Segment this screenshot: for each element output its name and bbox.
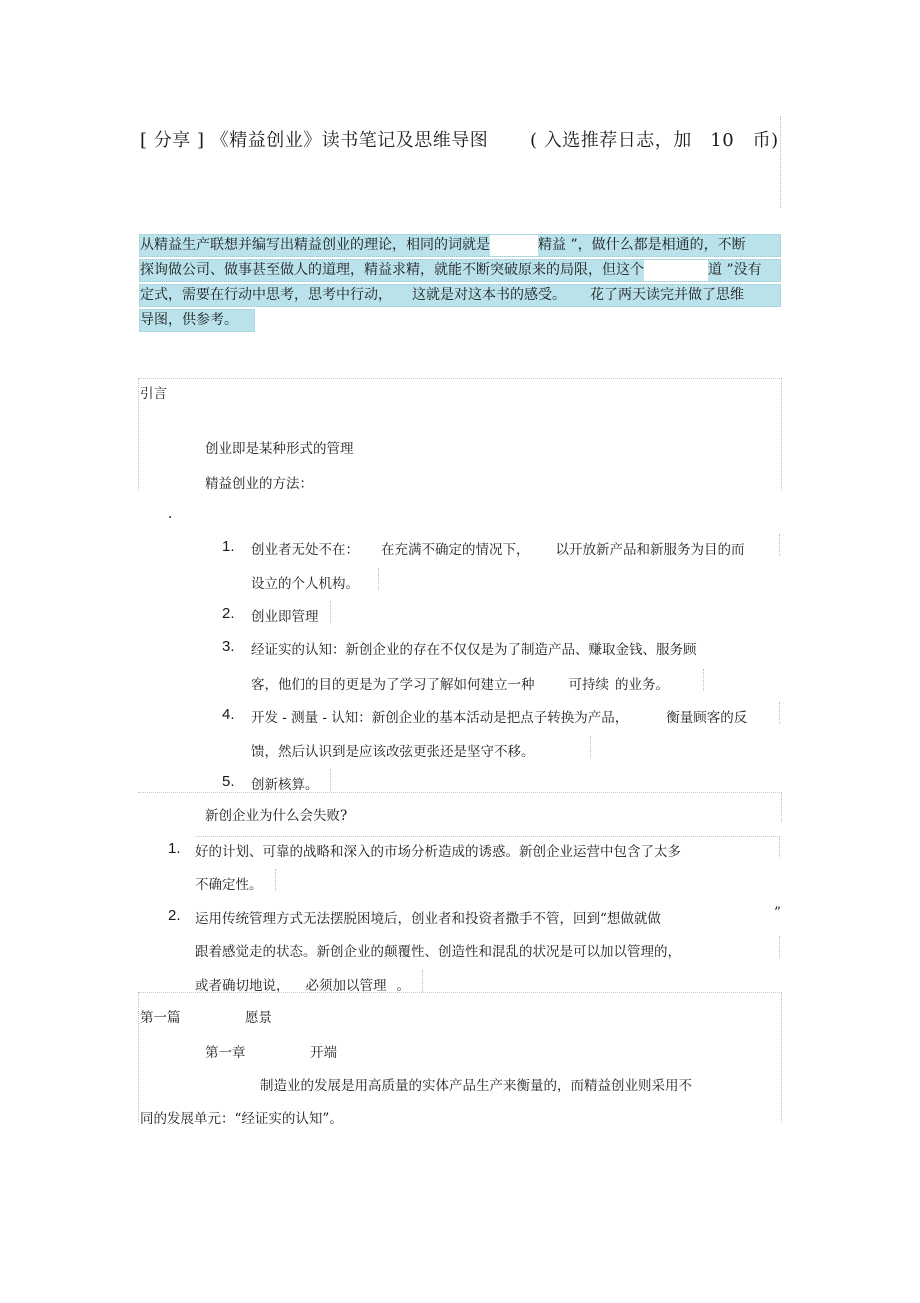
bullet-dot: . <box>168 506 173 522</box>
intro-line-1: 从精益生产联想并编写出精益创业的理论，相同的词就是 精益 ”，做什么都是相通的，不断 <box>139 234 781 257</box>
intro-line-2: 探询做公司、做事甚至做人的道理，精益求精，就能不断突破原来的局限，但这个 道 ”没有 <box>139 259 781 282</box>
failure-box-top <box>138 792 782 793</box>
failure-1-number: 1. <box>168 840 181 857</box>
method-1-cont: 设立的个人机构。 <box>251 576 359 592</box>
method-1-text: 创业者无处不在： 在充满不确定的情况下， 以开放新产品和新服务为目的而 <box>251 542 745 558</box>
method-1-number: 1. <box>222 538 235 555</box>
method-3-cont-edge <box>703 669 704 691</box>
method-5-number: 5. <box>222 773 235 790</box>
method-4-cont: 馈，然后认识到是应该改弦更张还是坚守不移。 <box>251 744 535 760</box>
part1-p2: 同的发展单元：“经证实的认知”。 <box>140 1111 343 1127</box>
preface-p1: 创业即是某种形式的管理 <box>205 441 354 457</box>
failure-1-line2-edge <box>275 869 276 891</box>
method-4-cont-edge <box>590 736 591 758</box>
page-title <box>140 126 488 152</box>
failure-2-line1-end: ” <box>774 905 781 921</box>
method-3-number: 3. <box>222 638 235 655</box>
intro-line-3: 定式，需要在行动中思考，思考中行动， 这就是对这本书的感受。 花了两天读完并做了思维 <box>139 284 781 307</box>
failure-2-line3-edge <box>422 970 423 992</box>
failure-2-line3: 或者确切地说， 必须加以管理 。 <box>195 978 410 994</box>
method-2-edge <box>330 601 331 623</box>
intro-line-4: 导图，供参考。 <box>139 309 255 332</box>
failure-2-number: 2. <box>168 907 181 924</box>
method-4-edge <box>779 702 780 724</box>
failure-1-line1: 好的计划、可靠的战略和深入的市场分析造成的诱惑。新创企业运营中包含了太多 <box>195 844 681 860</box>
failure-2-line2-edge <box>779 936 780 958</box>
preface-heading: 引言 <box>140 386 167 402</box>
method-5-edge <box>330 769 331 791</box>
method-5-text: 创新核算。 <box>251 777 319 793</box>
failure-1-line2: 不确定性。 <box>195 877 263 893</box>
part1-name: 愿景 <box>245 1010 272 1026</box>
failure-2-line2: 跟着感觉走的状态。新创企业的颠覆性、创造性和混乱的状况是可以加以管理的， <box>195 944 681 960</box>
failure-heading: 新创企业为什么会失败? <box>205 808 348 824</box>
title-box-edge <box>780 116 781 208</box>
failure-1-top <box>195 836 780 837</box>
part1-box-right <box>781 992 782 1122</box>
preface-box-left <box>138 378 139 490</box>
failure-box-right <box>781 792 782 822</box>
method-4-text: 开发 - 测量 - 认知：新创企业的基本活动是把点子转换为产品， 衡量顾客的反 <box>251 710 748 726</box>
preface-box-top <box>138 378 782 379</box>
chapter-name: 开端 <box>310 1045 337 1061</box>
part1-box-left <box>138 992 139 1122</box>
method-3-cont: 客，他们的目的更是为了学习了解如何建立一种 可持续 的业务。 <box>251 677 669 693</box>
preface-box-right <box>781 378 782 490</box>
part1-label: 第一篇 <box>140 1010 181 1026</box>
title-main: [ 分享 ] 《精益创业》读书笔记及思维导图 <box>140 130 489 151</box>
method-1-edge <box>779 534 780 556</box>
part1-p1: 制造业的发展是用高质量的实体产品生产来衡量的，而精益创业则采用不 <box>260 1078 692 1094</box>
failure-2-line1: 运用传统管理方式无法摆脱困境后，创业者和投资者撒手不管，回到“想做就做 <box>195 911 661 927</box>
title-suffix: ( 入选推荐日志，加 10 币) <box>530 130 779 151</box>
failure-1-edge <box>779 836 780 858</box>
method-3-text: 经证实的认知：新创企业的存在不仅仅是为了制造产品、赚取金钱、服务顾 <box>251 642 697 658</box>
chapter-label: 第一章 <box>205 1045 246 1061</box>
part1-box-top <box>138 992 782 993</box>
method-4-number: 4. <box>222 706 235 723</box>
method-2-number: 2. <box>222 605 235 622</box>
method-2-text: 创业即管理 <box>251 609 319 625</box>
preface-p2: 精益创业的方法： <box>205 476 313 492</box>
method-1-cont-edge <box>378 568 379 590</box>
